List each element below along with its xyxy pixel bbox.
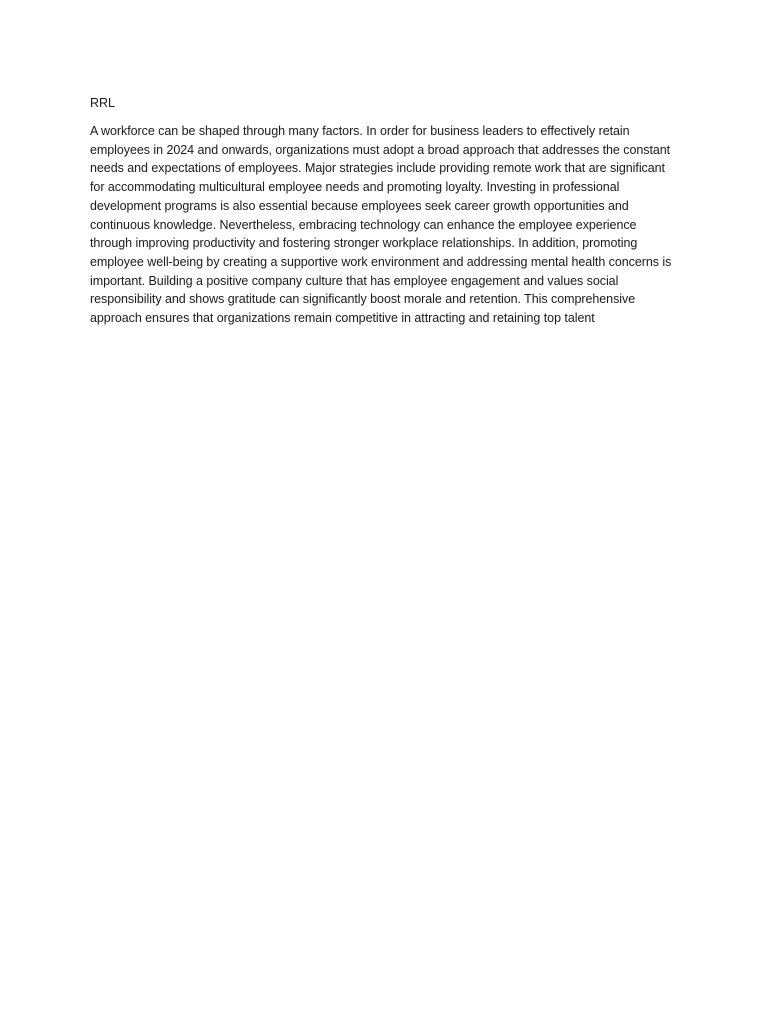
document-paragraph: A workforce can be shaped through many factors. In order for business leaders to effectively retain employees in 2024 and onwards, organizations must adopt a broad approach that addresses the constant needs and expectations of employees. Major strategies include providing remote work that are significant for accommodating multicultural employee needs and promoting loyalty. Investing in professional development programs is also essential because employees seek career growth opportunities and continuous knowledge. Nevertheless, embracing technology can enhance the employee experience through improving productivity and fostering stronger workplace relationships. In addition, promoting employee well-being by creating a supportive work environment and addressing mental health concerns is important. Building a positive company culture that has employee engagement and values social responsibility and shows gratitude can significantly boost morale and retention. This comprehensive approach ensures that organizations remain competitive in attracting and retaining top talent bbox=[90, 124, 672, 326]
document-content bbox=[90, 94, 680, 328]
document-heading: RRL bbox=[90, 96, 116, 110]
